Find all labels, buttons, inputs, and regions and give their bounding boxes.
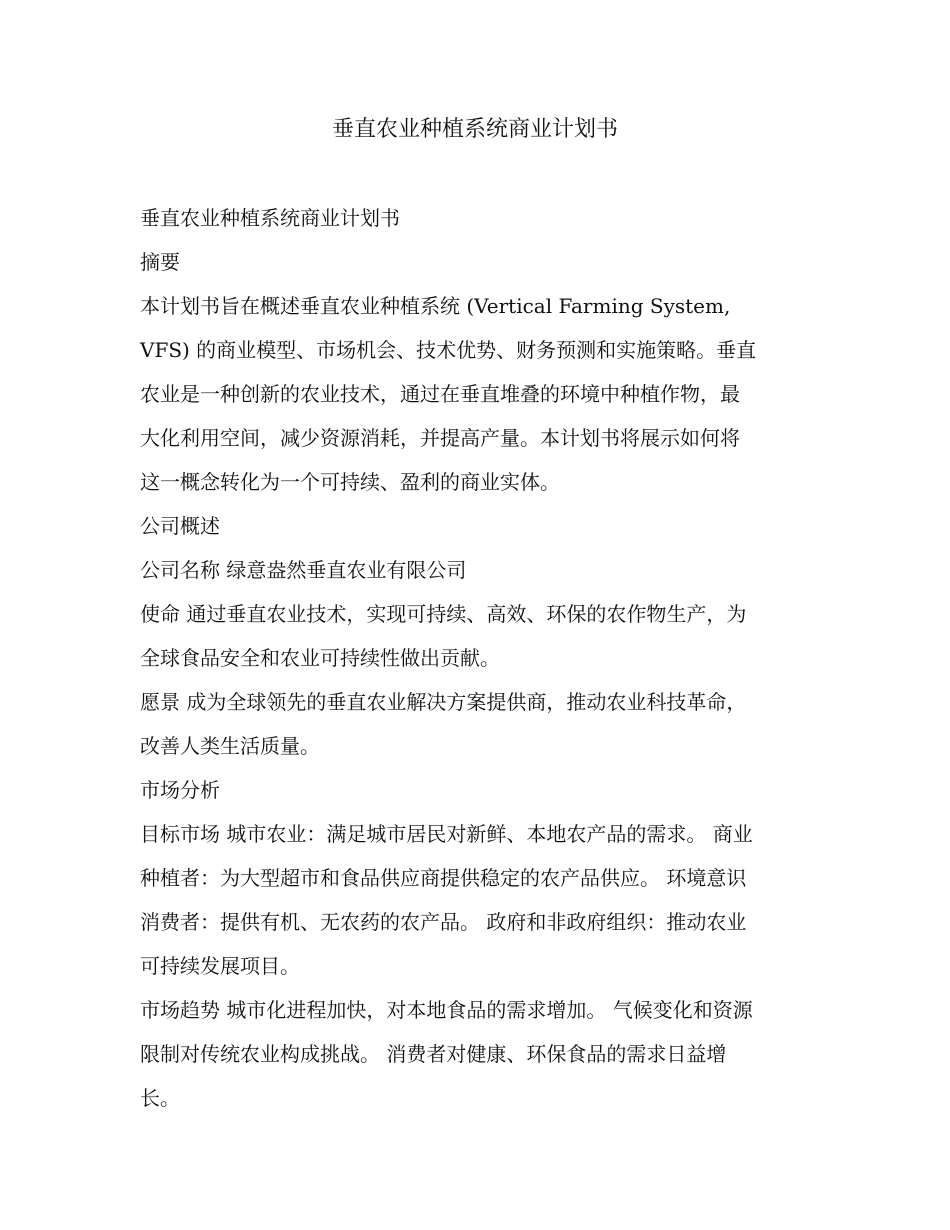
summary-paragraph-line: 本计划书旨在概述垂直农业种植系统 (Vertical Farming System, <box>140 294 731 318</box>
target-market-line: 目标市场 城市农业：满足城市居民对新鲜、本地农产品的需求。 商业 <box>140 822 753 846</box>
target-market-line: 种植者：为大型超市和食品供应商提供稳定的农产品供应。 环境意识 <box>140 866 747 890</box>
target-market-line: 消费者：提供有机、无农药的农产品。 政府和非政府组织：推动农业 <box>140 910 747 934</box>
market-trend-line: 市场趋势 城市化进程加快，对本地食品的需求增加。 气候变化和资源 <box>140 998 753 1022</box>
summary-paragraph-line: VFS) 的商业模型、市场机会、技术优势、财务预测和实施策略。垂直 <box>140 338 757 362</box>
vision-line: 愿景 成为全球领先的垂直农业解决方案提供商，推动农业科技革命， <box>140 690 747 714</box>
mission-line: 全球食品安全和农业可持续性做出贡献。 <box>140 646 500 670</box>
body-line-heading: 垂直农业种植系统商业计划书 <box>140 206 400 230</box>
target-market-line: 可持续发展项目。 <box>140 954 300 978</box>
company-name-line: 公司名称 绿意盎然垂直农业有限公司 <box>140 558 467 582</box>
summary-paragraph-line: 大化利用空间，减少资源消耗，并提高产量。本计划书将展示如何将 <box>140 426 740 450</box>
document-body <box>140 196 810 1120</box>
document-title: 垂直农业种植系统商业计划书 <box>331 117 618 142</box>
summary-paragraph-line: 这一概念转化为一个可持续、盈利的商业实体。 <box>140 470 560 494</box>
summary-paragraph-line: 农业是一种创新的农业技术，通过在垂直堆叠的环境中种植作物，最 <box>140 382 740 406</box>
section-heading-summary: 摘要 <box>140 250 180 274</box>
market-trend-line: 长。 <box>140 1086 180 1110</box>
section-heading-market-analysis: 市场分析 <box>140 778 220 802</box>
mission-line: 使命 通过垂直农业技术，实现可持续、高效、环保的农作物生产，为 <box>140 602 747 626</box>
section-heading-company-overview: 公司概述 <box>140 514 220 538</box>
market-trend-line: 限制对传统农业构成挑战。 消费者对健康、环保食品的需求日益增 <box>140 1042 727 1066</box>
vision-line: 改善人类生活质量。 <box>140 734 320 758</box>
